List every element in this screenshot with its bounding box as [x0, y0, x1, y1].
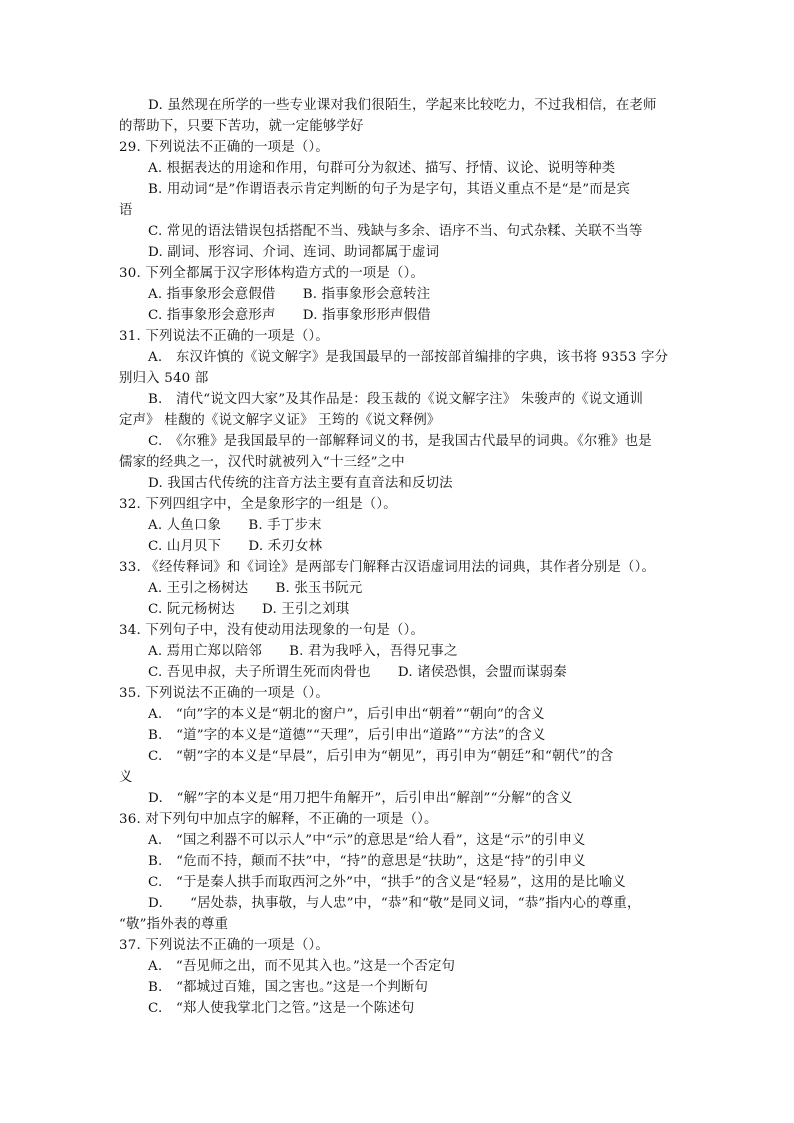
option-line: D. “解”字的本义是“用刀把牛角解开”，后引申出“解剖”“分解”的含义: [148, 791, 573, 806]
option-line: C. 吾见申叔，夫子所谓生死而肉骨也 D. 诸侯恐惧，会盟而谋弱秦: [148, 665, 567, 680]
question-31: 31. 下列说法不正确的一项是（）。: [119, 329, 329, 344]
continuation-line: 的帮助下，只要下苦功，就一定能够学好: [119, 119, 364, 134]
option-line: C. “郑人使我掌北门之管。”这是一个陈述句: [148, 1001, 415, 1016]
option-line: C. “朝”字的本义是“早晨”，后引申为“朝见”，再引申为“朝廷”和“朝代”的含: [148, 749, 614, 764]
option-line: B. 清代“说文四大家”及其作品是：段玉裁的《说文解字注》 朱骏声的《说文通训: [148, 392, 644, 407]
question-30: 30. 下列全都属于汉字形体构造方式的一项是（）。: [119, 266, 425, 281]
option-line: D. “居处恭，执事敬，与人忠”中，“恭”和“敬”是同义词，“恭”指内心的尊重，: [148, 896, 641, 911]
option-line: D. 虽然现在所学的一些专业课对我们很陌生，学起来比较吃力，不过我相信，在老师: [148, 98, 657, 113]
question-34: 34. 下列句子中，没有使动用法现象的一句是（）。: [119, 623, 425, 638]
option-line: A. “向”字的本义是“朝北的窗户”，后引申出“朝着”“朝向”的含义: [148, 707, 545, 722]
option-line: A. 人鱼口象 B. 手丁步末: [148, 518, 322, 533]
option-line: A. 东汉许慎的《说文解字》是我国最早的一部按部首编排的字典，该书将 9353 字分: [148, 350, 669, 365]
option-line: C. 常见的语法错误包括搭配不当、残缺与多余、语序不当、句式杂糅、关联不当等: [148, 224, 643, 239]
continuation-line: 语: [119, 203, 133, 218]
option-line: C. 阮元杨树达 D. 王引之刘琪: [148, 602, 350, 617]
question-36: 36. 对下列句中加点字的解释，不正确的一项是（）。: [119, 812, 438, 827]
question-35: 35. 下列说法不正确的一项是（）。: [119, 686, 329, 701]
option-line: D. 副词、形容词、介词、连词、助词都属于虚词: [148, 245, 440, 260]
option-line: B. 用动词“是”作谓语表示肯定判断的句子为是字句，其语义重点不是“是”而是宾: [148, 182, 631, 197]
option-line: A. 王引之杨树达 B. 张玉书阮元: [148, 581, 363, 596]
question-32: 32. 下列四组字中，全是象形字的一组是（）。: [119, 497, 397, 512]
continuation-line: 儒家的经典之一，汉代时就被列入“十三经”之中: [119, 455, 405, 470]
continuation-line: “敬”指外表的尊重: [119, 917, 229, 932]
option-line: C. 山月贝下 D. 禾刃女林: [148, 539, 323, 554]
option-line: B. “道”字的本义是“道德”“天理”，后引申出“道路”“方法”的含义: [148, 728, 546, 743]
option-line: D. 我国古代传统的注音方法主要有直音法和反切法: [148, 476, 453, 491]
question-37: 37. 下列说法不正确的一项是（）。: [119, 938, 329, 953]
option-line: B. “都城过百雉，国之害也。”这是一个判断句: [148, 980, 429, 995]
option-line: C. 指事象形会意形声 D. 指事象形形声假借: [148, 308, 431, 323]
option-line: A. 根据表达的用途和作用，句群可分为叙述、描写、抒情、议论、说明等种类: [148, 161, 616, 176]
continuation-line: 别归入 540 部: [119, 371, 209, 386]
question-33: 33. 《经传释词》和《词诠》是两部专门解释古汉语虚词用法的词典，其作者分别是（）。: [119, 560, 656, 575]
option-line: A. 焉用亡郑以陪邻 B. 君为我呼入，吾得兄事之: [148, 644, 458, 659]
continuation-line: 义: [119, 770, 133, 785]
option-line: C. 《尔雅》是我国最早的一部解释词义的书，是我国古代最早的词典。《尔雅》也是: [148, 434, 652, 449]
option-line: B. “危而不持，颠而不扶”中，“持”的意思是“扶助”，这是“持”的引申义: [148, 854, 586, 869]
question-29: 29. 下列说法不正确的一项是（）。: [119, 140, 329, 155]
option-line: A. 指事象形会意假借 B. 指事象形会意转注: [148, 287, 431, 302]
option-line: C. “于是秦人拱手而取西河之外”中，“拱手”的含义是“轻易”，这用的是比喻义: [148, 875, 627, 890]
option-line: A. “国之利器不可以示人”中“示”的意思是“给人看”，这是“示”的引申义: [148, 833, 586, 848]
continuation-line: 定声》 桂馥的《说文解字义证》 王筠的《说文释例》: [119, 413, 441, 428]
option-line: A. “吾见师之出，而不见其入也。”这是一个否定句: [148, 959, 456, 974]
